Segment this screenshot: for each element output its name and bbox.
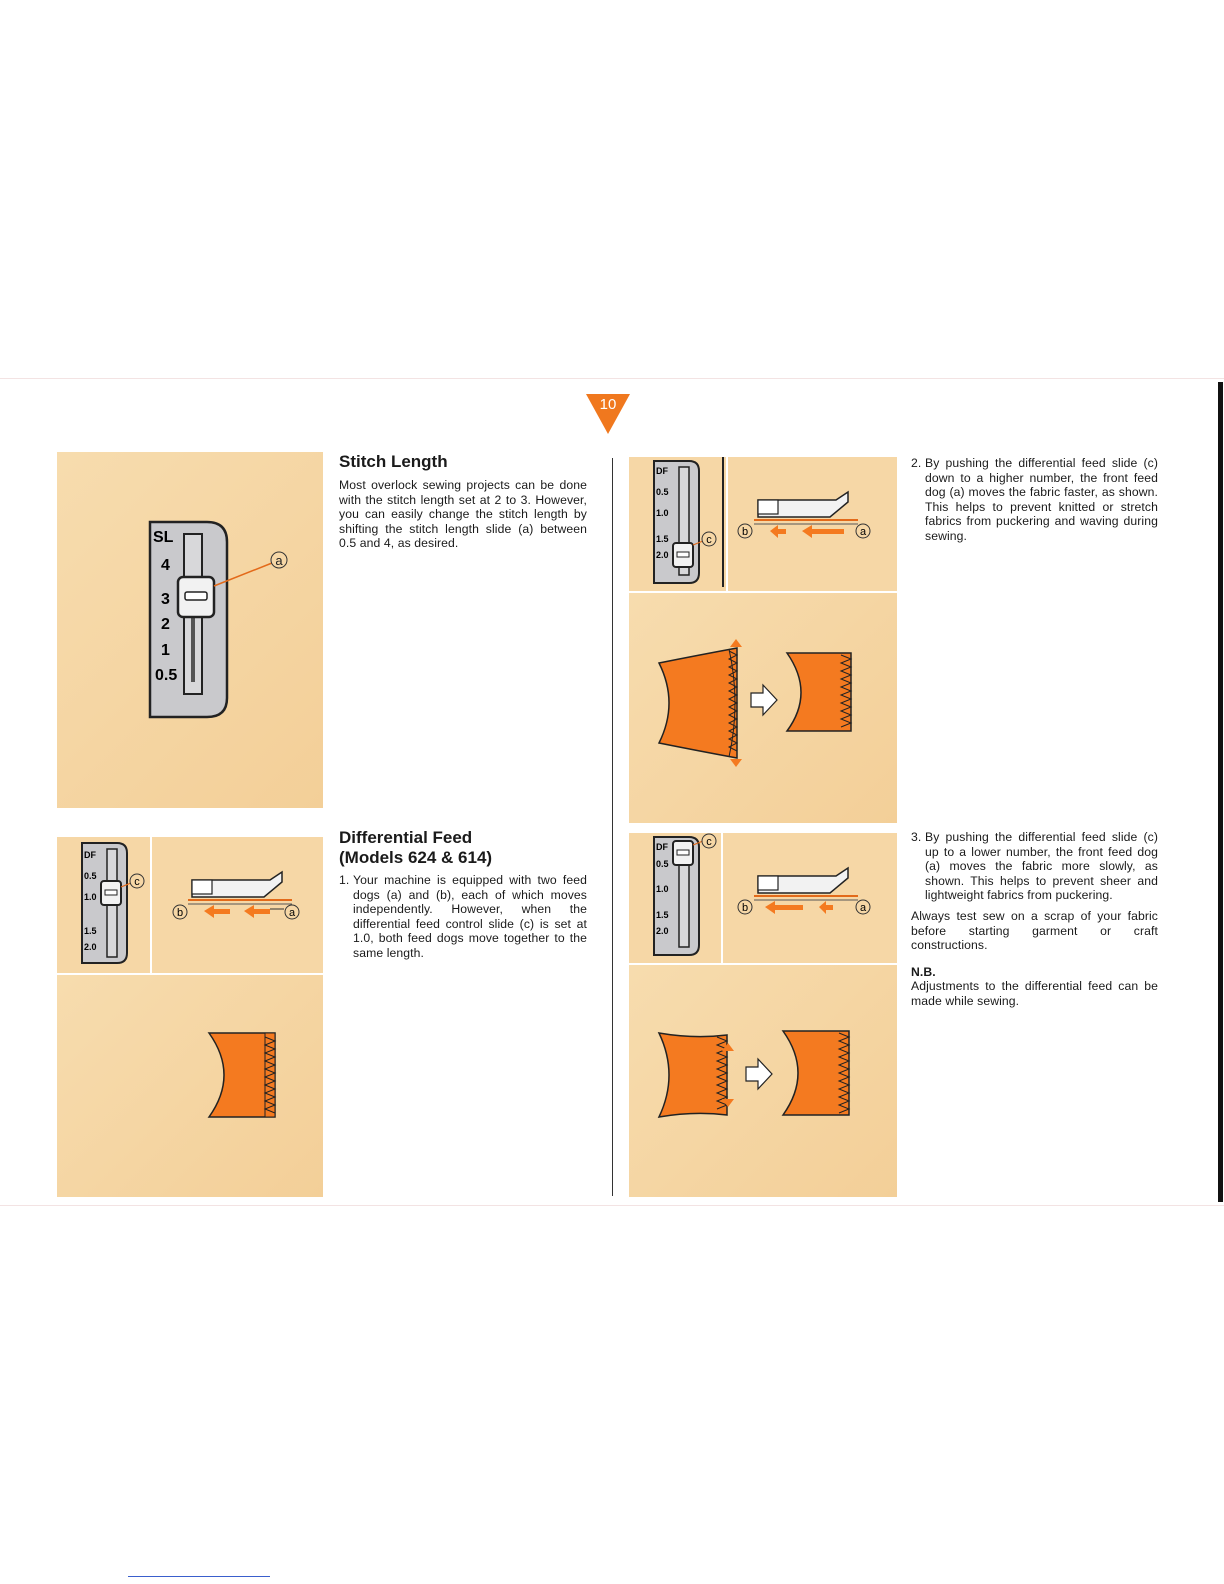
callout-b: b [741,526,749,538]
dial-label-2: 2 [161,616,170,633]
list-item-3: 3. By pushing the differential feed slide (c) up to a lower number, the front feed dog (a) moves the fabric more slowly, as shown. This helps to prevent sheer and lightweight fabrics from puckering. [911,830,1158,903]
fabric-stretch-figure [629,593,897,823]
callout-a: a [859,902,867,914]
df-dial-figure [57,837,150,973]
callout-c: c [706,836,712,848]
feed-dog-figure [152,837,323,973]
df-label-05: 0.5 [656,487,669,497]
df-label-10: 1.0 [656,884,669,894]
stitch-length-section [339,452,587,551]
df-label-20: 2.0 [84,942,97,952]
df-label-20: 2.0 [656,550,669,560]
df-label-10: 1.0 [656,508,669,518]
dial-label-05: 0.5 [155,667,178,684]
df-dial-panel-1 [57,837,150,973]
list-item-1: 1. Your machine is equipped with two feed dogs (a) and (b), each of which moves independently. However, when the differential feed control slide (c) is set at 1.0, both feed dogs move together to the same length. [339,873,587,960]
fabric-panel-1 [57,975,323,1197]
item-2-section [911,456,1158,544]
df-label-05: 0.5 [84,871,97,881]
page-number-marker [586,394,630,438]
df-label: DF [84,850,96,860]
test-sew-note: Always test sew on a scrap of your fabric before starting garment or craft constructions. [911,908,1158,953]
df-label-15: 1.5 [656,910,669,920]
dial-label-sl: SL [153,529,174,546]
center-divider [612,458,613,1196]
callout-b: b [741,902,749,914]
df-label-10: 1.0 [84,892,97,902]
differential-feed-subheading: (Models 624 & 614) [339,848,493,867]
feed-dog-figure [728,457,897,591]
df-label: DF [656,842,668,852]
fabric-panel-3 [629,965,897,1197]
df-label: DF [656,466,668,476]
callout-c: c [134,876,140,888]
page-bottom-edge [0,1205,1224,1206]
feed-dog-panel-3 [723,833,897,963]
dial-label-3: 3 [161,591,170,608]
page-top-edge [0,378,1224,379]
nb-title: N.B. [911,964,936,979]
feed-dog-figure [723,833,897,963]
panel-separator [722,457,724,587]
df-label-15: 1.5 [84,926,97,936]
feed-dog-panel-1 [152,837,323,973]
callout-c: c [706,534,712,546]
callout-a: a [275,553,283,568]
differential-feed-section [339,828,587,961]
df-label-05: 0.5 [656,859,669,869]
callout-b: b [176,907,184,919]
dial-label-4: 4 [161,557,170,574]
list-item-2: 2. By pushing the differential feed slide (c) down to a higher number, the front feed dog (a) moves the fabric faster, as shown. This helps to prevent knitted or stretch fabrics from puckering and waving during sewing. [911,456,1158,543]
fabric-pucker-figure [629,965,897,1197]
differential-feed-heading: Differential Feed [339,828,473,847]
nb-text: Adjustments to the differential feed can be made while sewing. [911,979,1158,1008]
binding-edge [1218,382,1223,1202]
fabric-panel-2 [629,593,897,823]
stitch-length-heading: Stitch Length [339,452,448,471]
df-label-20: 2.0 [656,926,669,936]
callout-a: a [288,907,296,919]
item-3-section [911,830,1158,1009]
stitch-length-body: Most overlock sewing projects can be done with the stitch length set at 2 to 3. However, you can easily change the stitch length by shifting the stitch length slide (a) between 0.5 and 4, as desired. [339,478,587,551]
df-dial-panel-3 [629,833,721,963]
df-label-15: 1.5 [656,534,669,544]
footer-underline [128,1576,270,1577]
page-number: 10 [599,396,617,413]
stitch-length-illustration [57,452,323,808]
stitch-length-dial-figure [57,452,323,808]
df-dial-figure [629,457,726,591]
feed-dog-panel-2 [728,457,897,591]
callout-a: a [859,526,867,538]
fabric-normal-figure [57,975,323,1197]
df-dial-figure [629,833,721,963]
dial-label-1: 1 [161,642,170,659]
df-dial-panel-2 [629,457,726,591]
